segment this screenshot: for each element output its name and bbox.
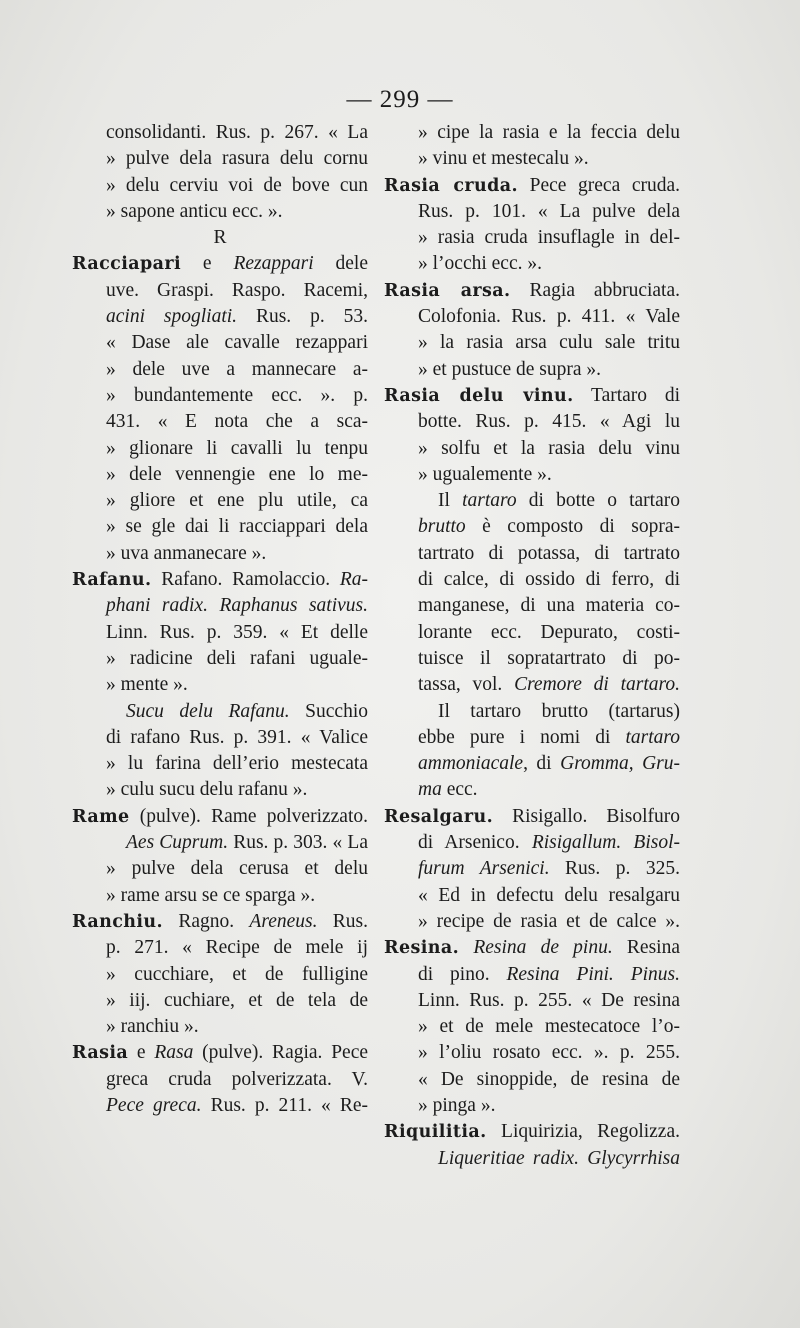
entry-headword-line: Ranchiu. Ragno. Areneus. Rus.: [72, 910, 368, 932]
entry-headword: Rafanu.: [72, 570, 152, 591]
text-line: » recipe de rasia et de calce ».: [384, 909, 680, 935]
text-line: Colofonia. Rus. p. 411. « Vale: [418, 306, 680, 328]
text-line: » sapone anticu ecc. ».: [72, 199, 368, 225]
text-line: acini spogliati. Rus. p. 53.: [106, 306, 368, 328]
text-line: 431. « E nota che a sca-: [106, 411, 368, 433]
entry-headword: Resalgaru.: [384, 806, 494, 827]
text-line: lorante ecc. Depurato, costi-: [418, 621, 680, 643]
text-line: » glionare li cavalli lu tenpu: [72, 436, 368, 462]
text-line: consolidanti. Rus. p. 267. « La: [106, 122, 368, 143]
entry-headword: Resina.: [384, 938, 460, 959]
text-line: » cucchiare, et de fulligine: [72, 962, 368, 988]
entry-headword-line: Riquilitia. Liquirizia, Regolizza.: [384, 1121, 680, 1143]
text-line: Pece greca. Rus. p. 211. « Re-: [106, 1094, 368, 1116]
entry-headword: Rasia cruda.: [384, 175, 519, 196]
entry-headword: Riquilitia.: [384, 1122, 487, 1143]
text-line: » uva anmanecare ».: [72, 541, 368, 567]
text-line: Il tartaro di botte o tartaro: [438, 490, 680, 512]
text-line: p. 271. « Recipe de mele ij: [106, 937, 368, 959]
entry-headword: Rasia delu vinu.: [384, 385, 574, 406]
entry-headword-line: Rasia e Rasa (pulve). Ragia. Pece: [72, 1042, 368, 1064]
entry-headword-line: Rafanu. Rafano. Ramolaccio. Ra-: [72, 569, 368, 591]
text-line: » la rasia arsa culu sale tritu: [384, 330, 680, 356]
text-line: » pinga ».: [384, 1093, 680, 1119]
text-line: » mente ».: [72, 672, 368, 698]
text-line: di calce, di ossido di ferro, di: [418, 569, 680, 591]
text-line: » vinu et mestecalu ».: [384, 146, 680, 172]
entry-headword: Ranchiu.: [72, 911, 164, 932]
text-line: tassa, vol. Cremore di tartaro.: [418, 674, 680, 696]
entry-headword-line: Rame (pulve). Rame polverizzato.: [72, 805, 368, 827]
text-line: uve. Graspi. Raspo. Racemi,: [106, 279, 368, 301]
entry-headword-line: Rasia cruda. Pece greca cruda.: [384, 174, 680, 196]
text-line: » rasia cruda insuflagle in del-: [384, 225, 680, 251]
entry-headword: Rasia arsa.: [384, 280, 511, 301]
text-line: R: [213, 227, 227, 249]
text-line: ma ecc.: [418, 779, 478, 801]
text-line: » pulve dela cerusa et delu: [72, 856, 368, 882]
entry-headword-line: Resina. Resina de pinu. Resina: [384, 937, 680, 959]
text-line: » et de mele mestecatoce l’o-: [384, 1014, 680, 1040]
text-line: phani radix. Raphanus sativus.: [106, 595, 368, 617]
text-line: » ugualemente ».: [384, 462, 680, 488]
text-line: » solfu et la rasia delu vinu: [384, 436, 680, 462]
right-column: [384, 120, 680, 1172]
entry-headword: Rasia: [72, 1043, 129, 1064]
text-line: Sucu delu Rafanu. Succhio: [126, 700, 368, 722]
text-line: botte. Rus. p. 415. « Agi lu: [418, 411, 680, 433]
text-line: » cipe la rasia e la feccia delu: [384, 120, 680, 146]
text-line: tartrato di potassa, di tartrato: [418, 542, 680, 564]
entry-headword-line: Racciapari e Rezappari dele: [72, 253, 369, 275]
text-line: Rus. p. 101. « La pulve dela: [418, 200, 680, 222]
text-line: » se gle dai li racciappari dela: [72, 514, 368, 540]
text-line: Liqueritiae radix. Glycyrrhisa: [438, 1147, 680, 1169]
text-line: ebbe pure i nomi di tartaro: [418, 726, 680, 748]
text-line: » radicine deli rafani uguale-: [72, 646, 368, 672]
entry-headword-line: Resalgaru. Risigallo. Bisolfuro: [384, 805, 680, 827]
text-line: « Dase ale cavalle rezappari: [106, 332, 368, 354]
text-line: » iij. cuchiare, et de tela de: [72, 988, 368, 1014]
text-line: manganese, di una materia co-: [418, 595, 680, 617]
entry-headword-line: Rasia arsa. Ragia abbruciata.: [384, 279, 681, 301]
page-number: — 299 —: [346, 86, 454, 113]
text-line: « Ed in defectu delu resalgaru: [418, 884, 680, 906]
text-line: » dele uve a mannecare a-: [72, 357, 368, 383]
text-line: Aes Cuprum. Rus. p. 303. « La: [126, 832, 368, 854]
text-line: » et pustuce de supra ».: [384, 357, 680, 383]
text-line: » culu sucu delu rafanu ».: [72, 777, 368, 803]
text-line: Il tartaro brutto (tartarus): [438, 700, 680, 722]
entry-headword: Rame: [72, 806, 130, 827]
text-line: greca cruda polverizzata. V.: [106, 1068, 368, 1090]
left-column: [72, 120, 368, 1119]
text-line: » gliore et ene plu utile, ca: [72, 488, 368, 514]
entry-headword-line: Rasia delu vinu. Tartaro di: [384, 384, 680, 406]
text-line: brutto è composto di sopra-: [418, 516, 680, 538]
text-line: » ranchiu ».: [72, 1014, 368, 1040]
text-line: Linn. Rus. p. 359. « Et delle: [106, 621, 368, 643]
entry-headword: Racciapari: [72, 254, 182, 275]
text-line: furum Arsenici. Rus. p. 325.: [418, 858, 680, 880]
text-line: di pino. Resina Pini. Pinus.: [418, 963, 680, 985]
text-line: » rame arsu se ce sparga ».: [72, 883, 368, 909]
text-line: di Arsenico. Risigallum. Bisol-: [418, 832, 680, 854]
text-line: » l’oliu rosato ecc. ». p. 255.: [384, 1040, 680, 1066]
text-line: tuisce il sopratartrato di po-: [418, 647, 680, 669]
text-line: » delu cerviu voi de bove cun: [72, 173, 368, 199]
text-line: ammoniacale, di Gromma, Gru-: [418, 753, 681, 775]
text-line: « De sinoppide, de resina de: [418, 1068, 680, 1090]
text-line: » bundantemente ecc. ». p.: [72, 383, 368, 409]
text-line: Linn. Rus. p. 255. « De resina: [418, 989, 680, 1011]
text-line: » pulve dela rasura delu cornu: [72, 146, 368, 172]
text-line: » lu farina dell’erio mestecata: [72, 751, 368, 777]
text-line: di rafano Rus. p. 391. « Valice: [106, 726, 368, 748]
text-line: » l’occhi ecc. ».: [384, 251, 680, 277]
text-line: » dele vennengie ene lo me-: [72, 462, 368, 488]
